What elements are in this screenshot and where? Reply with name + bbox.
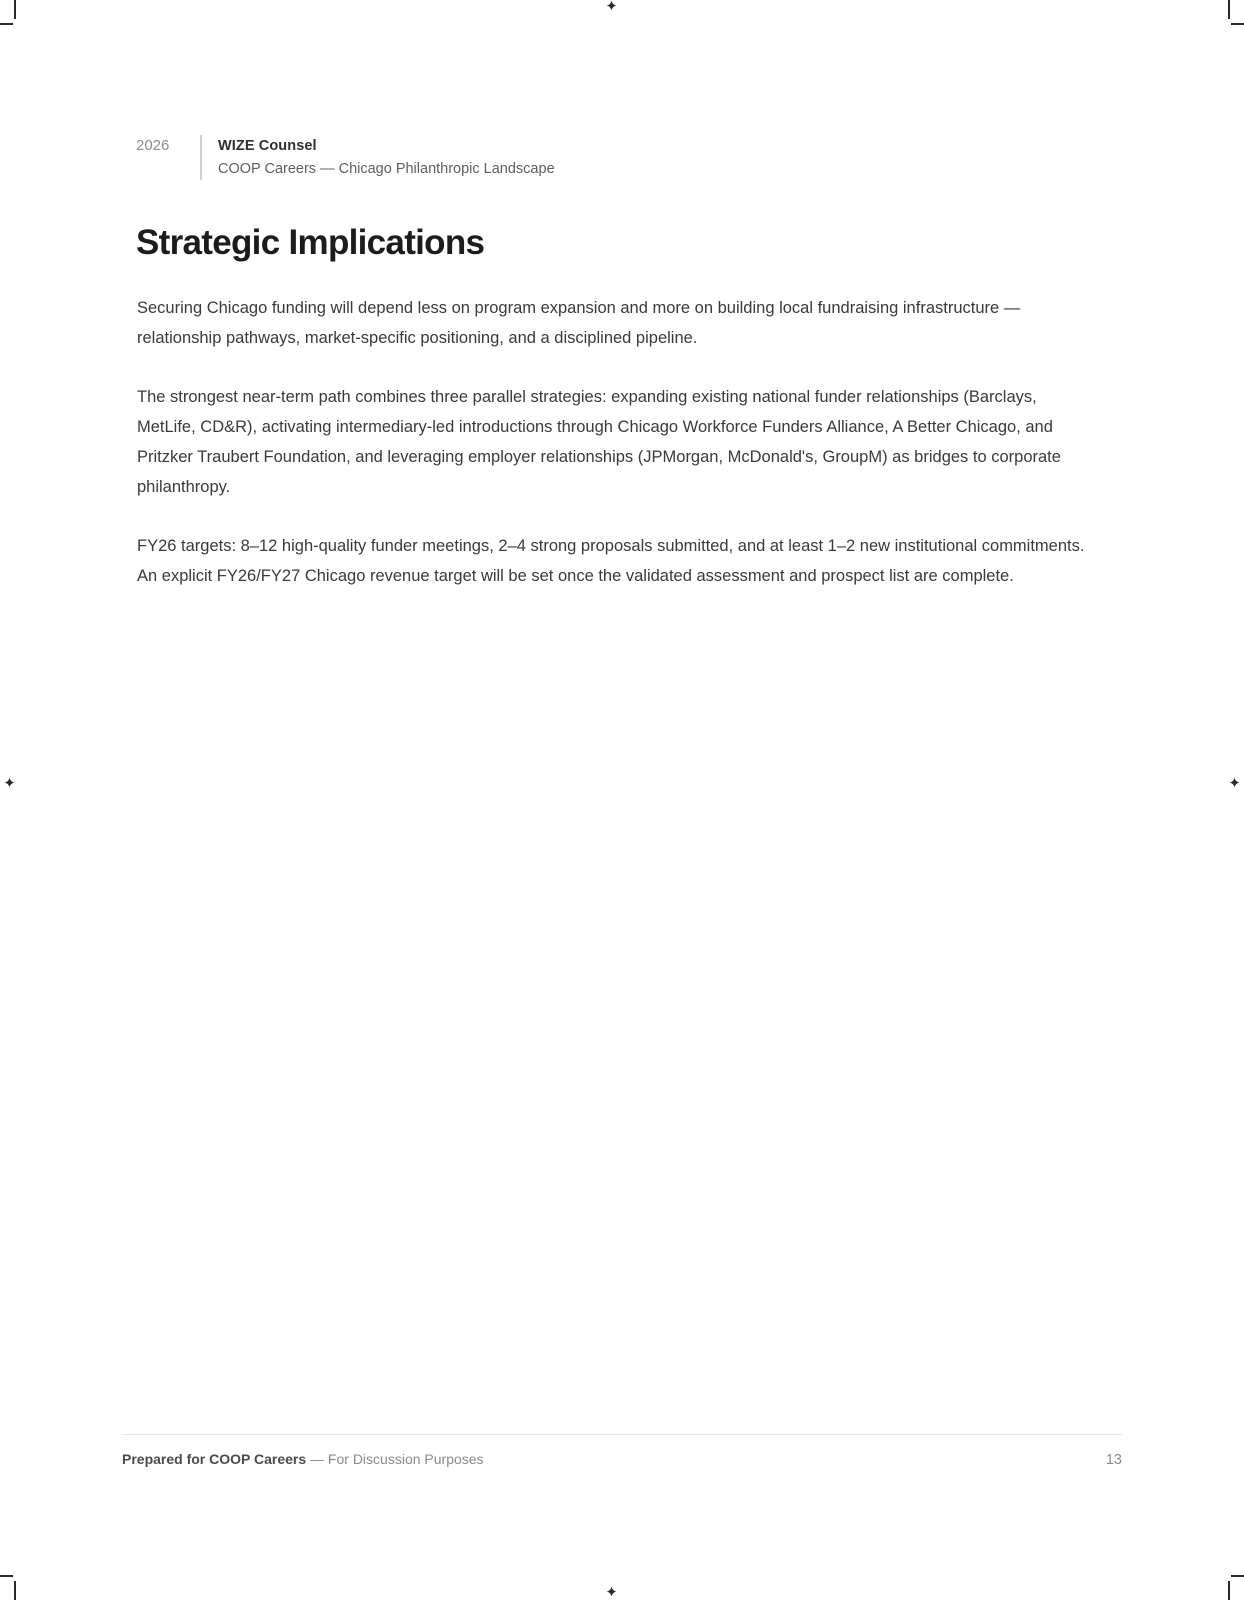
page-title: Strategic Implications [136, 223, 485, 262]
header-text-group [218, 135, 555, 180]
crop-mark-bottom-left-vertical [14, 1581, 16, 1600]
crop-mark-top-left-horizontal [0, 23, 13, 25]
crop-mark-top-left-vertical [14, 0, 16, 19]
footer-prepared-for: Prepared for COOP Careers [122, 1451, 307, 1467]
body-paragraph-1: Securing Chicago funding will depend less on program expansion and more on building local fundraising infrastructure — relationship pathways, market-specific positioning, and a disciplined pipeline. [137, 299, 1021, 347]
registration-mark-left-icon: ✦ [3, 774, 16, 792]
crop-mark-top-right-horizontal [1231, 23, 1244, 25]
running-header [136, 135, 555, 180]
crop-mark-bottom-right-horizontal [1231, 1575, 1244, 1577]
crop-mark-bottom-right-vertical [1228, 1581, 1230, 1600]
footer-discussion-note: — For Discussion Purposes [310, 1451, 484, 1467]
header-year: 2026 [136, 137, 170, 154]
page-footer [122, 1449, 1122, 1470]
registration-mark-right-icon: ✦ [1228, 774, 1241, 792]
body-content [137, 293, 1085, 591]
header-subtitle: COOP Careers — Chicago Philanthropic Landscape [218, 161, 555, 177]
header-divider-rule [200, 135, 202, 180]
footer-note [122, 1449, 484, 1469]
crop-mark-bottom-left-horizontal [0, 1575, 13, 1577]
footer-page-number: 13 [1105, 1452, 1122, 1468]
header-brand-name: WIZE Counsel [218, 138, 317, 154]
registration-mark-top-icon: ✦ [605, 0, 618, 15]
crop-mark-top-right-vertical [1228, 0, 1230, 19]
registration-mark-bottom-icon: ✦ [605, 1583, 618, 1600]
body-paragraph-2: The strongest near-term path combines three parallel strategies: expanding existing national funder relationships (Barclays, MetLife, CD&R), activating intermediary-led introductions through Chicago Workforce Funders Alliance, A Better Chicago, and Pritzker Traubert Foundation, and leveraging employer relationships (JPMorgan, McDonald's, GroupM) as bridges to corporate philanthropy. [137, 388, 1061, 496]
body-paragraph-3: FY26 targets: 8–12 high-quality funder meetings, 2–4 strong proposals submitted, and at least 1–2 new institutional commitments. An explicit FY26/FY27 Chicago revenue target will be set once the validated assessment and prospect list are complete. [137, 537, 1085, 585]
footer-divider-rule [122, 1434, 1122, 1435]
